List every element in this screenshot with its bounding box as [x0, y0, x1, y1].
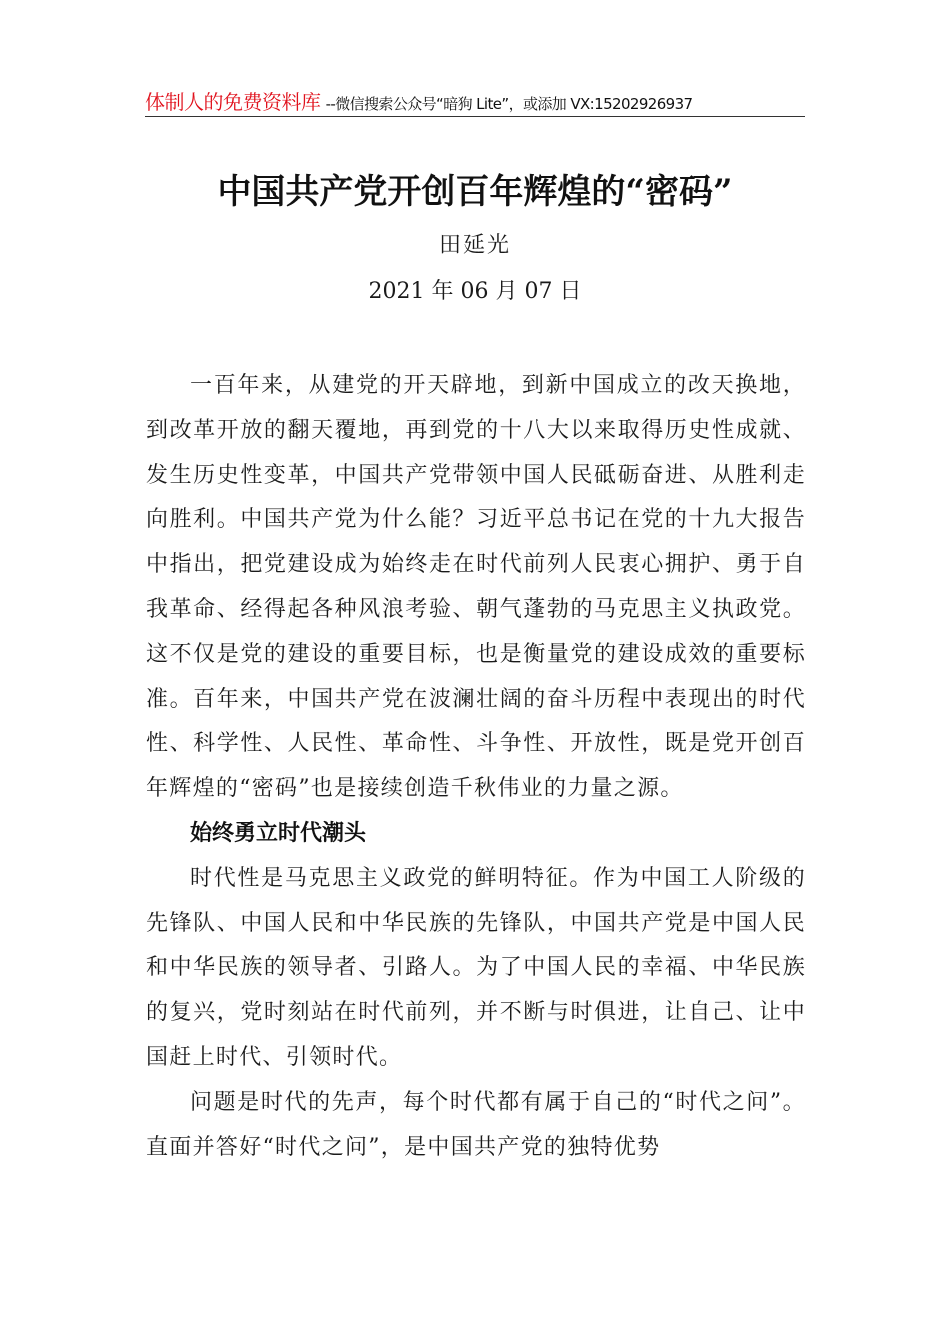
article-author: 田延光: [438, 233, 511, 258]
header-note: --微信搜索公众号“暗狗 Lite”，或添加 VX:15202926937: [325, 95, 693, 113]
intro-paragraph: 一百年来，从建党的开天辟地，到新中国成立的改天换地，到改革开放的翻天覆地，再到党的十八大以来取得历史性成就、发生历史性变革，中国共产党带领中国人民砥砺奋进、从胜利走向胜利。中国共产党为什么能？习近平总书记在党的十九大报告中指出，把党建设成为始终走在时代前列人民衷心拥护、勇于自我革命、经得起各种风浪考验、朝气蓬勃的马克思主义执政党。这不仅是党的建设的重要目标，也是衡量党的建设成效的重要标准。百年来，中国共产党在波澜壮阔的奋斗历程中表现出的时代性、科学性、人民性、革命性、斗争性、开放性，既是党开创百年辉煌的“密码”也是接续创造千秋伟业的力量之源。: [146, 373, 806, 802]
article-date: 2021 年 06 月 07 日: [368, 279, 582, 304]
page-header: [145, 86, 805, 117]
section-paragraph-2: 问题是时代的先声，每个时代都有属于自己的“时代之问”。直面并答好“时代之问”，是中国共产党的独特优势: [146, 1089, 806, 1160]
header-brand: 体制人的免费资料库: [145, 90, 321, 114]
article-title: 中国共产党开创百年辉煌的“密码”: [217, 172, 733, 212]
article-body: [146, 364, 806, 1170]
section-paragraph-1: 时代性是马克思主义政党的鲜明特征。作为中国工人阶级的先锋队、中国人民和中华民族的先锋队，中国共产党是中国人民和中华民族的领导者、引路人。为了中国人民的幸福、中华民族的复兴，党时刻站在时代前列，并不断与时俱进，让自己、让中国赶上时代、引领时代。: [146, 865, 806, 1070]
section-heading: 始终勇立时代潮头: [190, 820, 367, 846]
